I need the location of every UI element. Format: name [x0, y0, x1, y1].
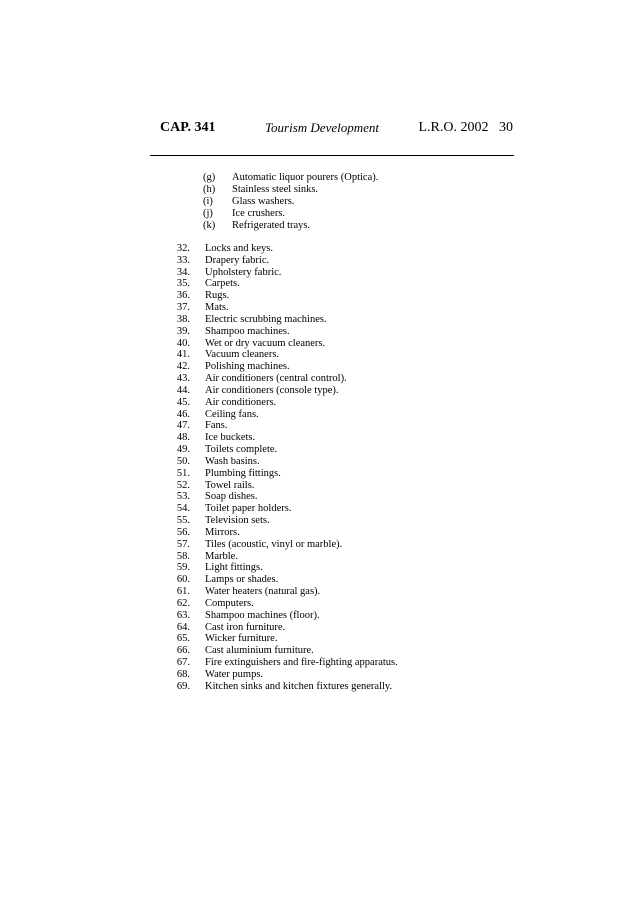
item-number: 32. [176, 243, 190, 254]
item-number: 38. [176, 313, 190, 325]
item-text: Cast iron furniture. [205, 621, 286, 633]
item-text: Wash basins. [205, 455, 260, 467]
item-text: Toilets complete. [205, 444, 278, 456]
item-number: 35. [176, 278, 190, 290]
item-number: 43. [176, 373, 190, 385]
sub-item-marker: (h) [203, 184, 216, 195]
item-text: Wet or dry vacuum cleaners. [205, 337, 326, 349]
item-number: 46. [176, 408, 190, 420]
item-text: Marble. [205, 550, 238, 562]
item-number: 37. [176, 302, 190, 314]
item-number: 67. [176, 656, 190, 668]
item-text: Wicker furniture. [205, 633, 278, 645]
item-number: 44. [176, 384, 190, 396]
item-number: 66. [176, 645, 190, 657]
sub-item-text: Glass washers. [232, 196, 295, 207]
item-number: 36. [176, 290, 190, 302]
item-number: 69. [176, 680, 190, 692]
edition-label: L.R.O. 2002 [418, 120, 489, 135]
item-text: Air conditioners. [205, 396, 277, 408]
item-text: Toilet paper holders. [205, 503, 292, 515]
item-number: 33. [176, 254, 190, 266]
item-text: Air conditioners (console type). [205, 384, 339, 396]
item-number: 50. [176, 455, 190, 467]
item-text: Water heaters (natural gas). [205, 586, 321, 598]
item-text: Lamps or shades. [205, 574, 279, 586]
item-number: 39. [176, 325, 190, 337]
item-number: 45. [176, 396, 190, 408]
item-text: Fans. [205, 420, 228, 432]
item-text: Mats. [205, 302, 229, 314]
sub-item-marker: (i) [203, 196, 213, 207]
item-number: 47. [176, 420, 190, 432]
page-number: 30 [499, 120, 513, 135]
item-text: Soap dishes. [205, 491, 258, 503]
sub-item-marker: (j) [203, 208, 213, 219]
item-number: 48. [176, 432, 190, 444]
item-number: 55. [176, 515, 190, 527]
item-text: Ice buckets. [205, 432, 256, 444]
item-text: Television sets. [205, 515, 270, 527]
edition-and-page [419, 119, 514, 137]
sub-item-text: Ice crushers. [232, 208, 286, 219]
item-text: Polishing machines. [205, 361, 290, 373]
item-number: 59. [176, 562, 190, 574]
sub-item-text: Stainless steel sinks. [232, 184, 319, 195]
item-text: Shampoo machines. [205, 325, 290, 337]
item-number: 53. [176, 491, 190, 503]
item-text: Shampoo machines (floor). [205, 609, 320, 621]
chapter-number: CAP. 341 [160, 120, 216, 135]
running-title: Tourism Development [265, 120, 379, 135]
item-text: Mirrors. [205, 526, 240, 538]
item-number: 51. [176, 467, 190, 479]
item-text: Vacuum cleaners. [205, 349, 280, 361]
item-text: Fire extinguishers and fire-fighting apparatus. [205, 656, 398, 668]
item-number: 52. [176, 479, 190, 491]
item-text: Upholstery fabric. [205, 266, 282, 278]
item-text: Carpets. [205, 278, 240, 290]
item-text: Light fittings. [205, 562, 263, 574]
item-number: 62. [176, 597, 190, 609]
item-text: Water pumps. [205, 668, 264, 680]
sub-item-text: Refrigerated trays. [232, 220, 311, 231]
item-text: Drapery fabric. [205, 254, 270, 266]
item-text: Kitchen sinks and kitchen fixtures generally. [205, 680, 393, 692]
sub-item-text: Automatic liquor pourers (Optica). [232, 172, 379, 183]
item-number: 63. [176, 609, 190, 621]
item-number: 54. [176, 503, 190, 515]
item-number: 40. [176, 337, 190, 349]
item-text: Towel rails. [205, 479, 255, 491]
item-number: 68. [176, 668, 190, 680]
item-number: 60. [176, 574, 190, 586]
item-number: 58. [176, 550, 190, 562]
sub-item-marker: (g) [203, 172, 216, 183]
item-number: 34. [176, 266, 190, 278]
item-number: 64. [176, 621, 190, 633]
item-number: 57. [176, 538, 190, 550]
item-text: Computers. [205, 597, 254, 609]
header-rule [150, 155, 514, 156]
item-number: 41. [176, 349, 190, 361]
item-number: 56. [176, 526, 190, 538]
item-text: Cast aluminium furniture. [205, 645, 314, 657]
item-text: Tiles (acoustic, vinyl or marble). [205, 538, 343, 550]
item-number: 65. [176, 633, 190, 645]
item-text: Ceiling fans. [205, 408, 259, 420]
sub-item-marker: (k) [203, 220, 216, 231]
item-text: Plumbing fittings. [205, 467, 281, 479]
item-text: Electric scrubbing machines. [205, 313, 327, 325]
item-text: Air conditioners (central control). [205, 373, 347, 385]
item-text: Locks and keys. [205, 243, 273, 254]
item-number: 42. [176, 361, 190, 373]
item-text: Rugs. [205, 290, 230, 302]
item-number: 61. [176, 586, 190, 598]
item-number: 49. [176, 444, 190, 456]
